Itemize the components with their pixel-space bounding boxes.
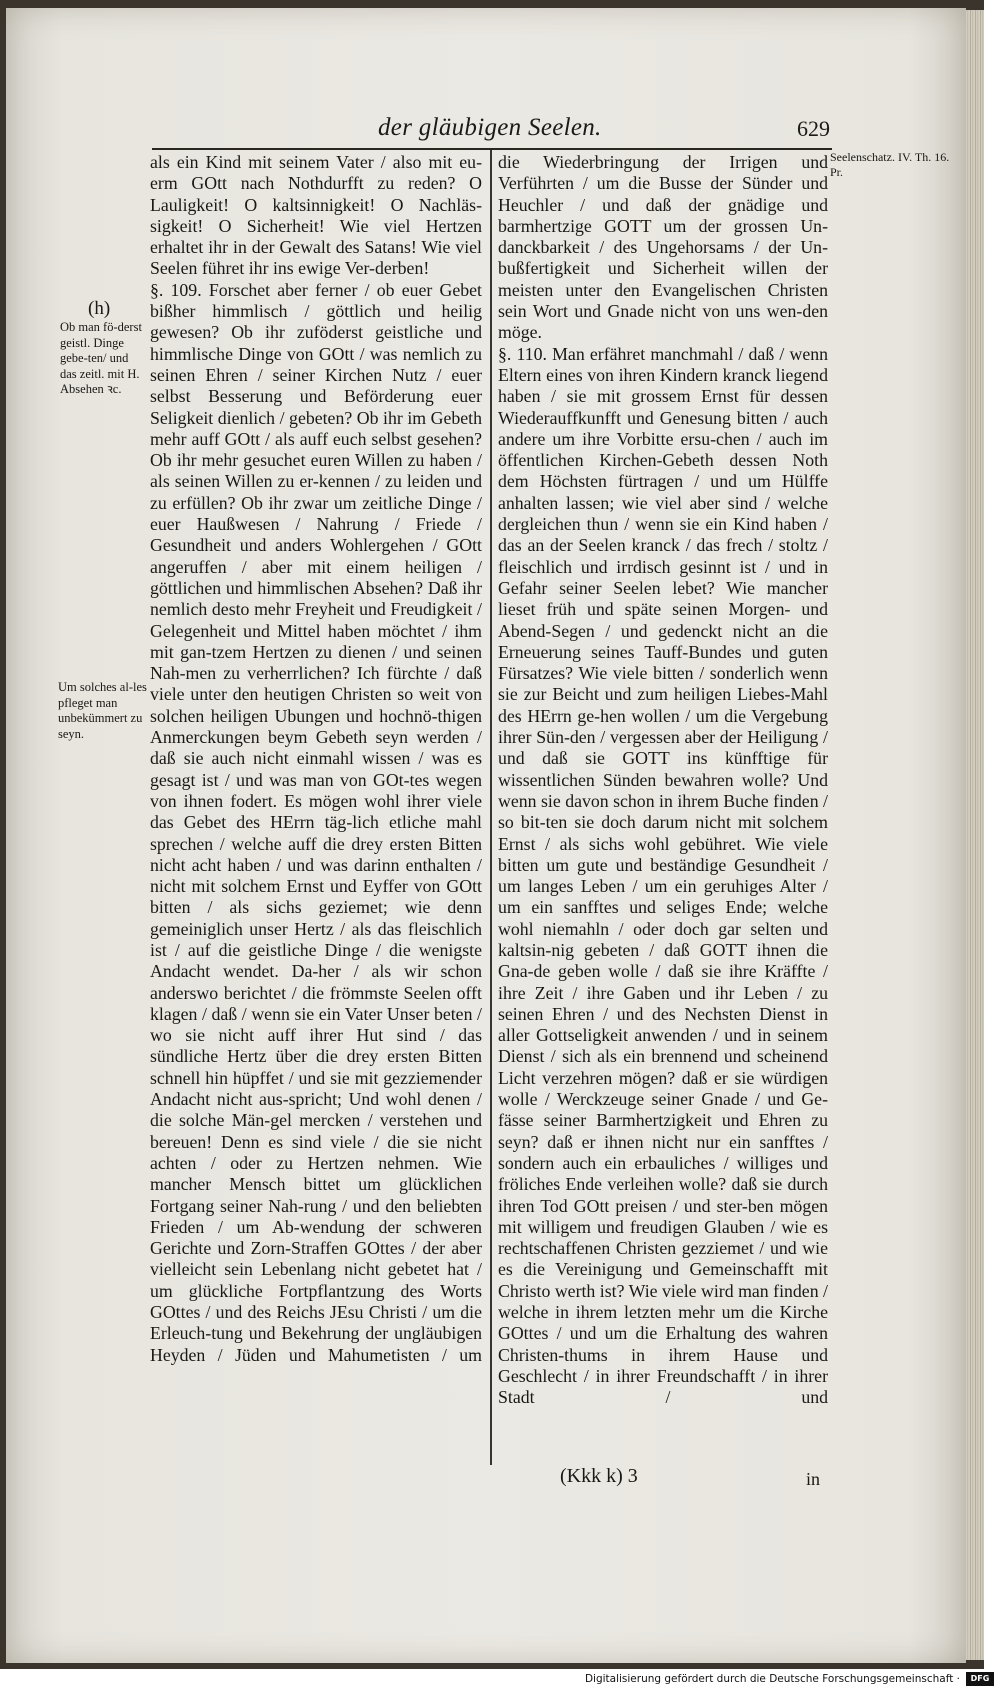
- left-paragraph-2: §. 109. Forschet aber ferner / ob euer Gebet bißher himmlisch / göttlich und heilig gewesen? Ob ihr zuföderst geistliche und himmlische Dinge von GOtt / was nemlich zu seinen Ehren / seiner Kirchen Nutz / euer selbst Besserung und Beförderung euer Seligkeit dienlich / gebeten? Ob ihr im Gebeth mehr auff GOtt / als auff euch selbst gesehen? Ob ihr mehr gesuchet euren Willen zu haben / als seinen Willen zu er-kennen / zu leiden und zu erfüllen? Ob ihr zwar um zeitliche Dinge / euer Haußwesen / Nahrung / Friede / Gesundheit und anders Wohlergehen / GOtt angeruffen / aber mit einem heiligen / göttlichen und himmlischen Absehen? Daß ihr nemlich desto mehr Freyheit und Freudigkeit / Gelegenheit und Mittel haben möchtet / ihm mit gan-tzem Hertzen zu dienen / und seinen Nah-men zu verherrlichen? Ich fürchte / daß viele unter den heutigen Christen so weit von solchen heiligen Ubungen und hochnö-thigen Anmerckungen beym Gebeth seyn werden / daß sie auch nicht einmahl wissen / was es gesagt ist / und was man von GOt-tes wegen von ihnen fodert. Es mögen wohl ihrer viele das Gebet des HErrn täg-lich etliche mahl sprechen / welche auff die drey ersten Bitten nicht acht haben / und was darinn enthalten / nicht mit solchem Ernst und Eyffer von GOtt bitten / als sichs geziemet; wie denn gemeiniglich unser Hertz / als das fleischlich ist / auf die geistliche Dinge / die wenigste Andacht wendet. Da-her / als wir schon anderswo berichtet / die frömmste Seelen offt klagen / daß / wenn sie ein Vater Unser beten / wo sie nicht auff ihrer Hut sind / das sündliche Hertz über die drey ersten Bitten schnell hin hüpffet / und sie mit gezziemender Andacht nicht aus-spricht; Und wohl denen / die solche Män-gel mercken / verstehen und bereuen! Denn es sind viele / die sie nicht achten / oder zu Hertzen nehmen. Wie mancher Mensch bittet um glücklichen Fortgang seiner Nah-rung / und den beliebten Frieden / um Ab-wendung der schweren Gerichte und Zorn-Straffen GOttes / der aber vielleicht sein Lebenlang nicht gebetet hat / um glückliche Fortpflantzung des Worts GOttes / und des Reichs JEsu Christi / um die Erleuch-tung und Bekehrung der ungläubigen Heyden / Jüden und Mahumetisten / um: [150, 279, 482, 1365]
- margin-note-h: Ob man fö-derst geistl. Dinge gebe-ten/ und das zeitl. mit H. Absehen ꝛc.: [60, 320, 142, 396]
- column-divider: [490, 150, 492, 1465]
- page-number: 629: [797, 116, 830, 141]
- page-header: [150, 112, 830, 152]
- margin-note-right: Seelenschatz. IV. Th. 16. Pr.: [830, 150, 950, 179]
- left-paragraph-1: als ein Kind mit seinem Vater / also mit eu-erm GOtt nach Nothdurfft zu reden? O Lauligkeit! O kaltsinnigkeit! O Nachläs-sigkeit! O Sicherheit! Wie viel Hertzen erhaltet ihr in der Gewalt des Satans! Wie viel Seelen führet ihr ins ewige Ver-derben!: [150, 152, 482, 279]
- right-paragraph-1: die Wiederbringung der Irrigen und Verführten / um die Busse der Sünder und Heuchler / und daß der gnädige und barmhertzige GOTT um der grossen Un-danckbarkeit / des Ungehorsams / der Un-bußfertigkeit und Sicherheit willen der meisten unter den Evangelischen Christen sein Wort und Gnade nicht von uns wen-den möge.: [498, 152, 828, 343]
- signature-mark: (Kkk k) 3: [560, 1465, 638, 1487]
- running-title: der gläubigen Seelen.: [378, 114, 602, 141]
- margin-note-um: Um solches al-les pfleget man unbekümmert zu seyn.: [58, 680, 147, 741]
- dfg-logo: DFG: [966, 1672, 994, 1686]
- left-column: [150, 152, 482, 1366]
- margin-h-label: (h): [88, 298, 111, 319]
- header-rule: [152, 148, 832, 150]
- right-paragraph-2: §. 110. Man erfähret manchmahl / daß / wenn Eltern eines von ihren Kindern kranck liegend haben / sie mit grossem Ernst für dessen Wiederauffkunfft und Genesung bitten / auch andere um ihre Vorbitte ersu-chen / auch im öffentlichen Kirchen-Gebeth dessen Noth dem Höchsten fürtragen / und um Hülffe anhalten lassen; wie viel aber sind / welche dergleichen thun / wenn sie ein Kind haben / das an der Seelen kranck / das frech / stoltz / fleischlich und irrdisch gesinnt ist / und in Gefahr seiner Seelen lebet? Wie mancher lieset früh und späte seinen Morgen- und Abend-Segen / und gedenckt nicht an die Erneuerung seines Tauff-Bundes und guten Fürsatzes? Wie viele bitten / sonderlich wenn sie zur Beicht und zum heiligen Liebes-Mahl des HErrn ge-hen wollen / um die Vergebung ihrer Sün-den / vergessen aber der Heiligung / und daß sie GOTT ins künfftige für wissentlichen Sünden bewahren wolle? Und wenn sie davon schon in ihrem Buche finden / so bit-ten sie doch darum nicht mit solchem Ernst / als sichs wohl gebühret. Wie viele bitten um gute und beständige Gesundheit / um langes Leben / um ein geruhiges Alter / um ein sanfftes und seliges Ende; welche wohl niemahln / oder doch gar selten und kaltsin-nig gebeten / daß GOTT ihnen die Gna-de geben wolle / daß sie ihre Kräffte / ihre Zeit / ihre Gaben und ihr Leben / zu seinen Ehren / und des Nechsten Dienst in aller Gottseligkeit anwenden / und in seinem Dienst / sich als ein brennend und scheinend Licht verzehren mögen? daß er sie würdigen wolle / Werckzeuge seiner Gnade / und Ge-fässe seiner Barmhertzigkeit und Ehren zu seyn? daß er ihnen nicht nur ein sanfftes / sondern auch ein erbauliches / williges und fröliches Ende verleihen wolle? daß sie durch ihren Tod GOtt preisen / und ster-ben mögen mit willigem und freudigen Glauben / wie es rechtschaffenen Christen gezziemet / und wie es die Vereinigung und Gemeinschafft mit Christo werth ist? Wie viele wird man finden / welche in ihrem letzten mehr um die Kirche GOttes / und um die Erhaltung des wahren Christen-thums in ihrem Hause und Geschlecht / in ihrer Freundschafft / in ihrer Stadt / und: [498, 343, 828, 1408]
- credit-bar: [0, 1669, 1000, 1691]
- right-column: [498, 152, 828, 1409]
- catchword: in: [806, 1469, 821, 1489]
- book-page-edges: [966, 10, 984, 1660]
- credit-text: Digitalisierung gefördert durch die Deutsche Forschungsgemeinschaft ·: [584, 1673, 960, 1685]
